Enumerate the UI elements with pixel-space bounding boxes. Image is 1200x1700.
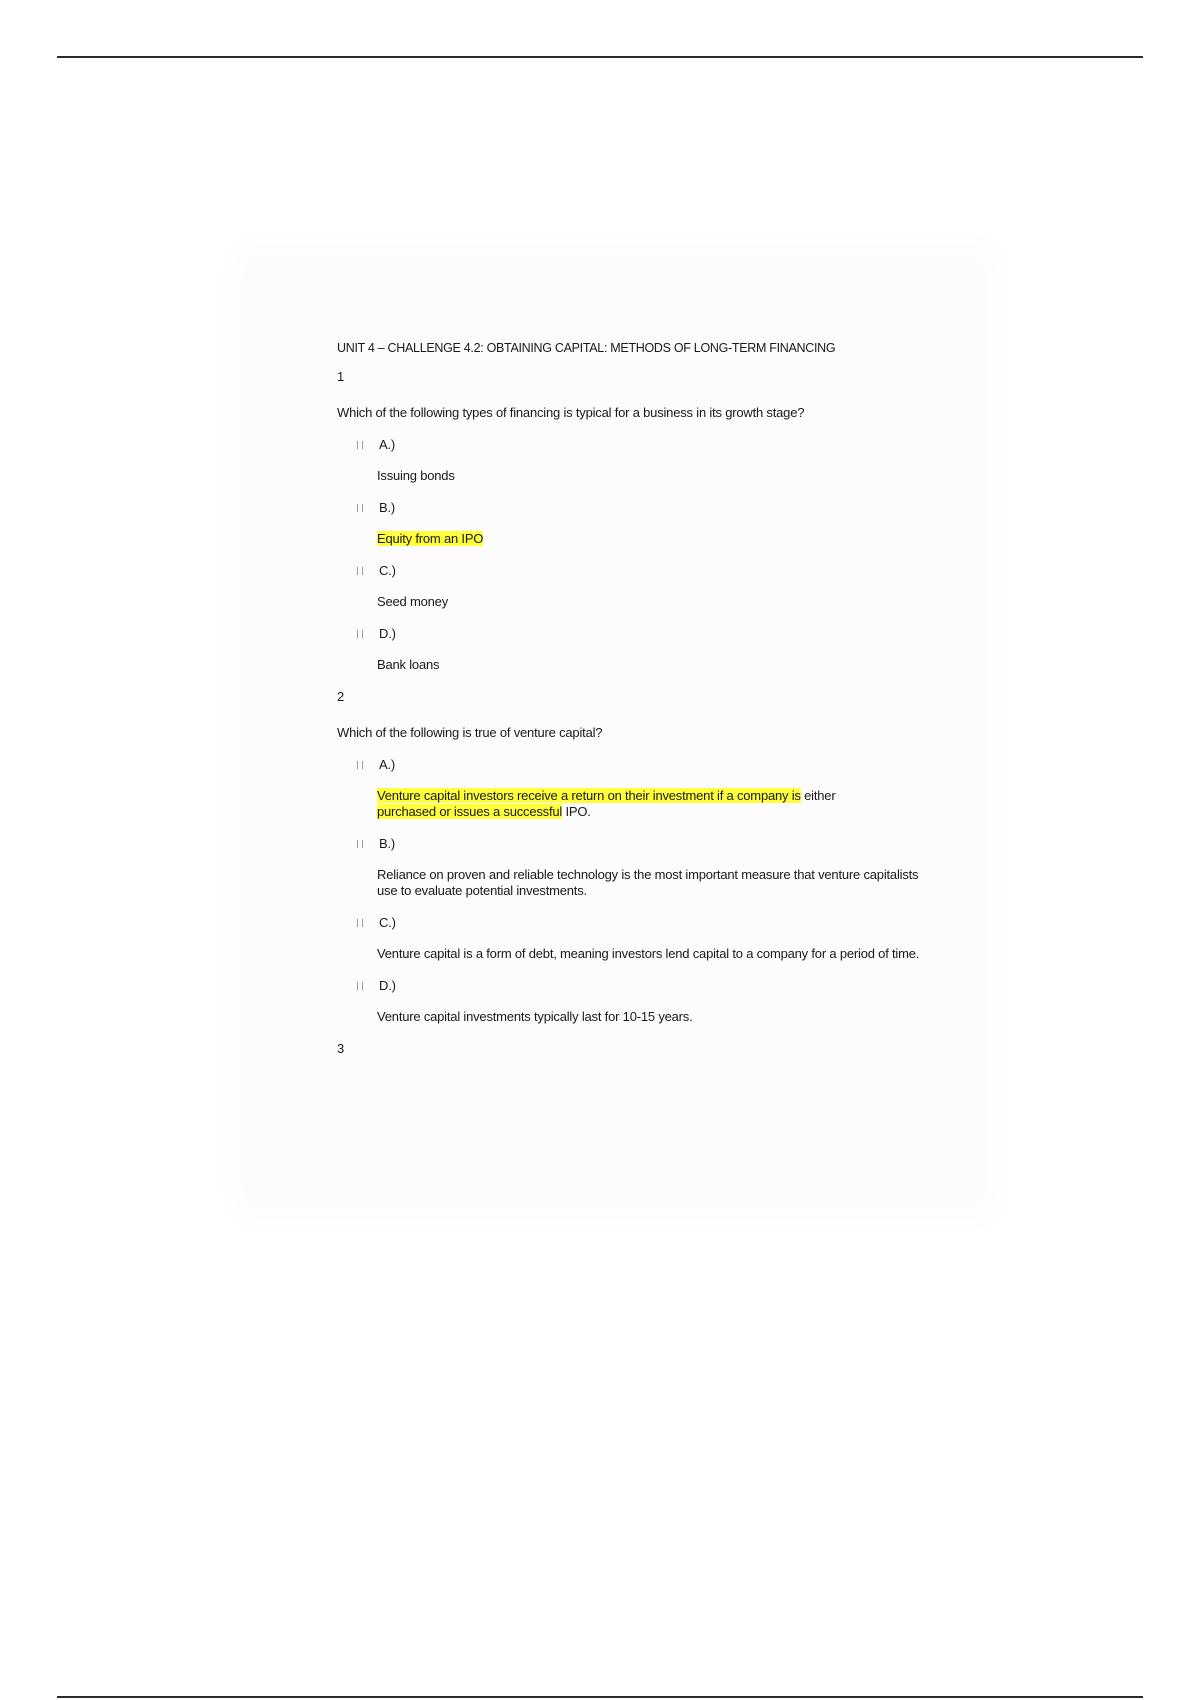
option-letter: C.) [379, 563, 396, 578]
option-text: Bank loans [377, 657, 440, 672]
document-title: UNIT 4 – CHALLENGE 4.2: OBTAINING CAPITAL: METHODS OF LONG-TERM FINANCING [337, 341, 836, 355]
option-letter: D.) [379, 626, 396, 641]
answer-highlight: Venture capital investors receive a return on their investment if a company is [377, 788, 801, 803]
question-3 [337, 1041, 957, 1057]
question-1 [337, 369, 957, 673]
option-letter: B.) [379, 836, 396, 851]
bullet-icon [357, 919, 363, 927]
option-text: Reliance on proven and reliable technology is the most important measure that venture capitalists use to evaluate potential investments. [377, 867, 919, 898]
option-c [357, 915, 957, 962]
option-d [357, 626, 957, 673]
option-a [357, 757, 957, 820]
option-text-plain: IPO. [562, 804, 591, 819]
bullet-icon [357, 504, 363, 512]
option-text-highlighted [377, 531, 937, 547]
option-text: Venture capital is a form of debt, meaning investors lend capital to a company for a period of time. [377, 946, 920, 961]
question-number: 1 [337, 369, 345, 384]
option-text: Venture capital investments typically last for 10-15 years. [377, 1009, 693, 1024]
bullet-icon [357, 630, 363, 638]
question-number: 2 [337, 689, 345, 704]
answer-highlight: purchased or issues a successful [377, 804, 563, 819]
option-letter: D.) [379, 978, 396, 993]
question-2 [337, 689, 957, 1025]
option-a [357, 437, 957, 484]
option-text: Issuing bonds [377, 468, 455, 483]
option-b [357, 836, 957, 899]
option-letter: A.) [379, 757, 396, 772]
header-rule [57, 56, 1143, 58]
option-letter: A.) [379, 437, 396, 452]
bullet-icon [357, 840, 363, 848]
option-text-plain: either [800, 788, 836, 803]
bullet-icon [357, 441, 363, 449]
question-text: Which of the following types of financing is typical for a business in its growth stage? [337, 405, 805, 420]
bullet-icon [357, 982, 363, 990]
bullet-icon [357, 567, 363, 575]
footer-rule [57, 1696, 1143, 1698]
option-c [357, 563, 957, 610]
option-letter: C.) [379, 915, 396, 930]
answer-highlight: Equity from an IPO [377, 531, 484, 546]
option-letter: B.) [379, 500, 396, 515]
question-number: 3 [337, 1041, 345, 1056]
option-text-highlighted [377, 788, 937, 820]
option-text: Seed money [377, 594, 448, 609]
document-content [337, 340, 957, 1077]
question-text: Which of the following is true of venture capital? [337, 725, 603, 740]
option-b [357, 500, 957, 547]
bullet-icon [357, 761, 363, 769]
option-d [357, 978, 957, 1025]
